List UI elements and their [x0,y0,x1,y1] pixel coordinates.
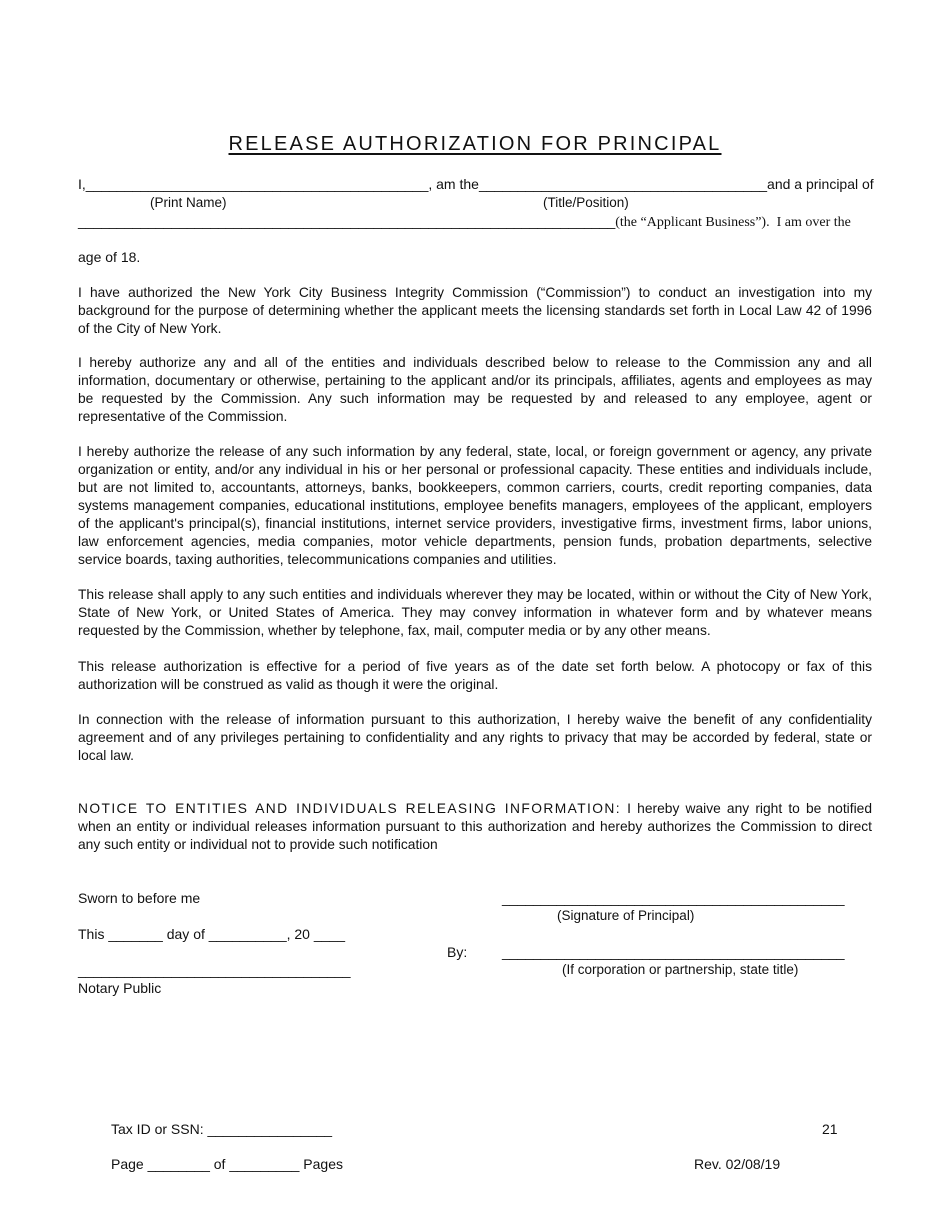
age-statement: age of 18. [78,249,141,265]
title-position-blank[interactable]: _____________________________________ [478,176,768,192]
page-number: 21 [822,1121,838,1137]
page-of-field[interactable]: Page ________ of _________ Pages [111,1156,343,1172]
paragraph-authorization: I have authorized the New York City Business Integrity Commission (“Commission”) to conduct an investigation into my background for the purpose of determining whether the applicant meets the licensing standards set forth in Local Law 42 of 1996 of the City of New York. [78,285,872,336]
date-line[interactable]: This _______ day of __________, 20 ____ [78,926,346,942]
paragraph-release-commission: I hereby authorize any and all of the entities and individuals described below to release to the Commission any and all information, documentary or otherwise, pertaining to the applicant and/or its principals, affiliates, agents and employees as may be requested by the Commission. Any such information may be requested by and released to any employee, agent or representative of the Commission. [78,355,872,424]
tax-id-field[interactable]: Tax ID or SSN: ________________ [111,1121,333,1137]
revision-date: Rev. 02/08/19 [694,1156,781,1172]
name-title-line: I,____________________________________________, am the_____________________________________and a principal of [78,176,874,192]
print-name-label: (Print Name) [150,195,227,210]
principal-signature-line[interactable]: ____________________________________________ [502,890,845,906]
paragraph-waiver: In connection with the release of information pursuant to this authorization, I hereby waive the benefit of any confidentiality agreement and of any privileges pertaining to confidentiality and any rights to privacy that may be accorded by federal, state or local law. [78,712,872,763]
notice-heading: NOTICE TO ENTITIES AND INDIVIDUALS RELEASING INFORMATION: [78,801,621,816]
sworn-label: Sworn to before me [78,890,201,906]
print-name-blank[interactable]: I,____________________________________________, am the [78,176,479,192]
title-signature-label: (If corporation or partnership, state title) [562,962,799,977]
notice-paragraph [78,800,872,854]
notary-label: Notary Public [78,980,162,996]
page-title: RELEASE AUTHORIZATION FOR PRINCIPAL [228,133,722,155]
notary-signature-line[interactable]: ___________________________________ [78,962,351,978]
paragraph-scope: This release shall apply to any such entities and individuals wherever they may be located, within or without the City of New York, State of New York, or United States of America. They may convey information in whatever form and by whatever means requested by the Commission, whether by telephone, fax, mail, computer media or by any other means. [78,587,872,638]
by-label: By: [447,944,468,960]
paragraph-effective-period: This release authorization is effective for a period of five years as of the date set forth below. A photocopy or fax of this authorization will be construed as valid as though it were the original. [78,659,872,692]
applicant-business-line: _____________________________________________________________________(the “Applicant Business”). I am over the [78,213,851,230]
principal-signature-label: (Signature of Principal) [557,908,695,923]
applicant-business-blank[interactable]: _____________________________________________________________________ [78,213,616,229]
paragraph-release-entities: I hereby authorize the release of any such information by any federal, state, local, or foreign government or agency, any private organization or entity, and/or any individual in his or her personal or professional capacity. These entities and individuals include, but are not limited to, accountants, attorneys, banks, bookkeepers, common carriers, courts, credit reporting companies, data systems management companies, educational institutions, employee benefits managers, employees of the applicant, employers of the applicant's principal(s), financial institutions, internet service providers, investigative firms, investment firms, labor unions, law enforcement agencies, media companies, motor vehicle departments, pension funds, probation departments, selective service boards, taxing authorities, telecommunications companies and utilities. [78,444,872,567]
title-signature-line[interactable]: ____________________________________________ [502,944,845,960]
notice-text: I hereby waive any right to be notified when an entity or individual releases information pursuant to this authorization and hereby authorizes the Commission to direct any such entity or individual not to provide such notification [78,801,872,852]
title-position-label: (Title/Position) [543,195,629,210]
